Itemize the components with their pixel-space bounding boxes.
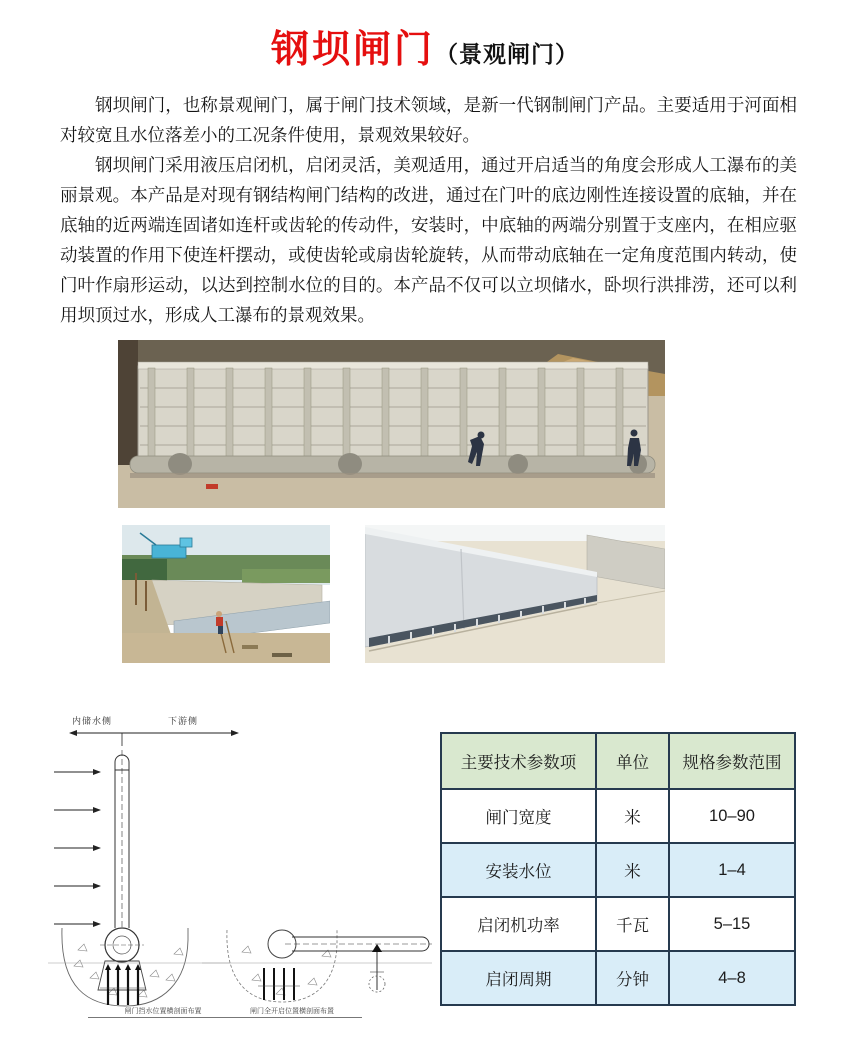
body-text [60,90,797,330]
cell-unit: 米 [596,789,669,843]
finished-gate-photo [365,525,665,663]
debris [242,645,258,649]
paragraph-1: 钢坝闸门，也称景观闸门，属于闸门技术领域，是新一代钢制闸门产品。主要适用于河面相对较宽且水位落差小的工况条件使用，景观效果较好。 [60,95,797,145]
gate-top-beam [138,362,648,369]
main-gate-photo [118,340,665,508]
foundation-right [202,930,432,1002]
cell-range: 4–8 [669,951,795,1005]
direction-arrows [70,733,238,746]
diagram-art [30,700,435,1035]
cell-item: 启闭机功率 [441,897,596,951]
header-range: 规格参数范围 [669,733,795,789]
diagram-label-storage-side: 内储水侧 [72,716,113,726]
debris-2 [272,653,292,657]
gate-panel [138,366,648,464]
cell-item: 闸门宽度 [441,789,596,843]
cell-unit: 米 [596,843,669,897]
photo-left-wall [118,340,138,465]
header-parameter: 主要技术参数项 [441,733,596,789]
cell-item: 启闭周期 [441,951,596,1005]
water-pressure-arrows [54,772,100,924]
table-row-cycle-time [441,951,795,1005]
installation-photo-art [122,525,330,663]
paragraph-2: 钢坝闸门采用液压启闭机，启闭灵活，美观适用，通过开启适当的角度会形成人工瀑布的美丽景观。本产品是对现有钢结构闸门结构的改进，通过在门叶的底边刚性连接设置的底轴，并在底轴的近两端连固诸如连杆或齿轮的传动件，安装时，中底轴的两端分别置于支座内，在相应驱动装置的作用下使连杆摆动，或使齿轮或扇齿轮旋转，从而带动底轴在一定角度范围内转动，使门叶作扇形运动，以达到控制水位的目的。本产品不仅可以立坝储水，卧坝行洪排涝，还可以利用坝顶过水，形成人工瀑布的景观效果。 [60,155,797,325]
main-gate-photo-art [118,340,665,508]
cross-section-diagram [30,700,435,1035]
spec-table-header-row [441,733,795,789]
title-sub: （景观闸门） [435,41,579,67]
cell-range: 1–4 [669,843,795,897]
field [242,569,330,583]
cell-unit: 分钟 [596,951,669,1005]
title-main: 钢坝闸门 [270,29,435,71]
bottom-shaft-pipe [130,456,655,473]
cell-unit: 千瓦 [596,897,669,951]
red-debris [206,484,218,489]
table-row-hoist-power [441,897,795,951]
cell-range: 10–90 [669,789,795,843]
table-row-install-water-level [441,843,795,897]
gate-leaf-vertical [115,750,129,945]
cell-range: 5–15 [669,897,795,951]
header-unit: 单位 [596,733,669,789]
spec-table [440,732,796,1006]
diagram-caption-open-position: 闸门全开启位置横剖面布置 [222,1006,362,1018]
pipe-shadow [130,473,655,478]
foreground-dirt [122,633,330,663]
diagram-caption-closed-position: 闸门挡水位置横剖面布置 [88,1006,238,1018]
page-title [0,18,850,73]
cell-item: 安装水位 [441,843,596,897]
installation-photo [122,525,330,663]
finished-gate-photo-art [365,525,665,663]
diagram-label-downstream-side: 下游侧 [168,716,199,726]
table-row-gate-width [441,789,795,843]
